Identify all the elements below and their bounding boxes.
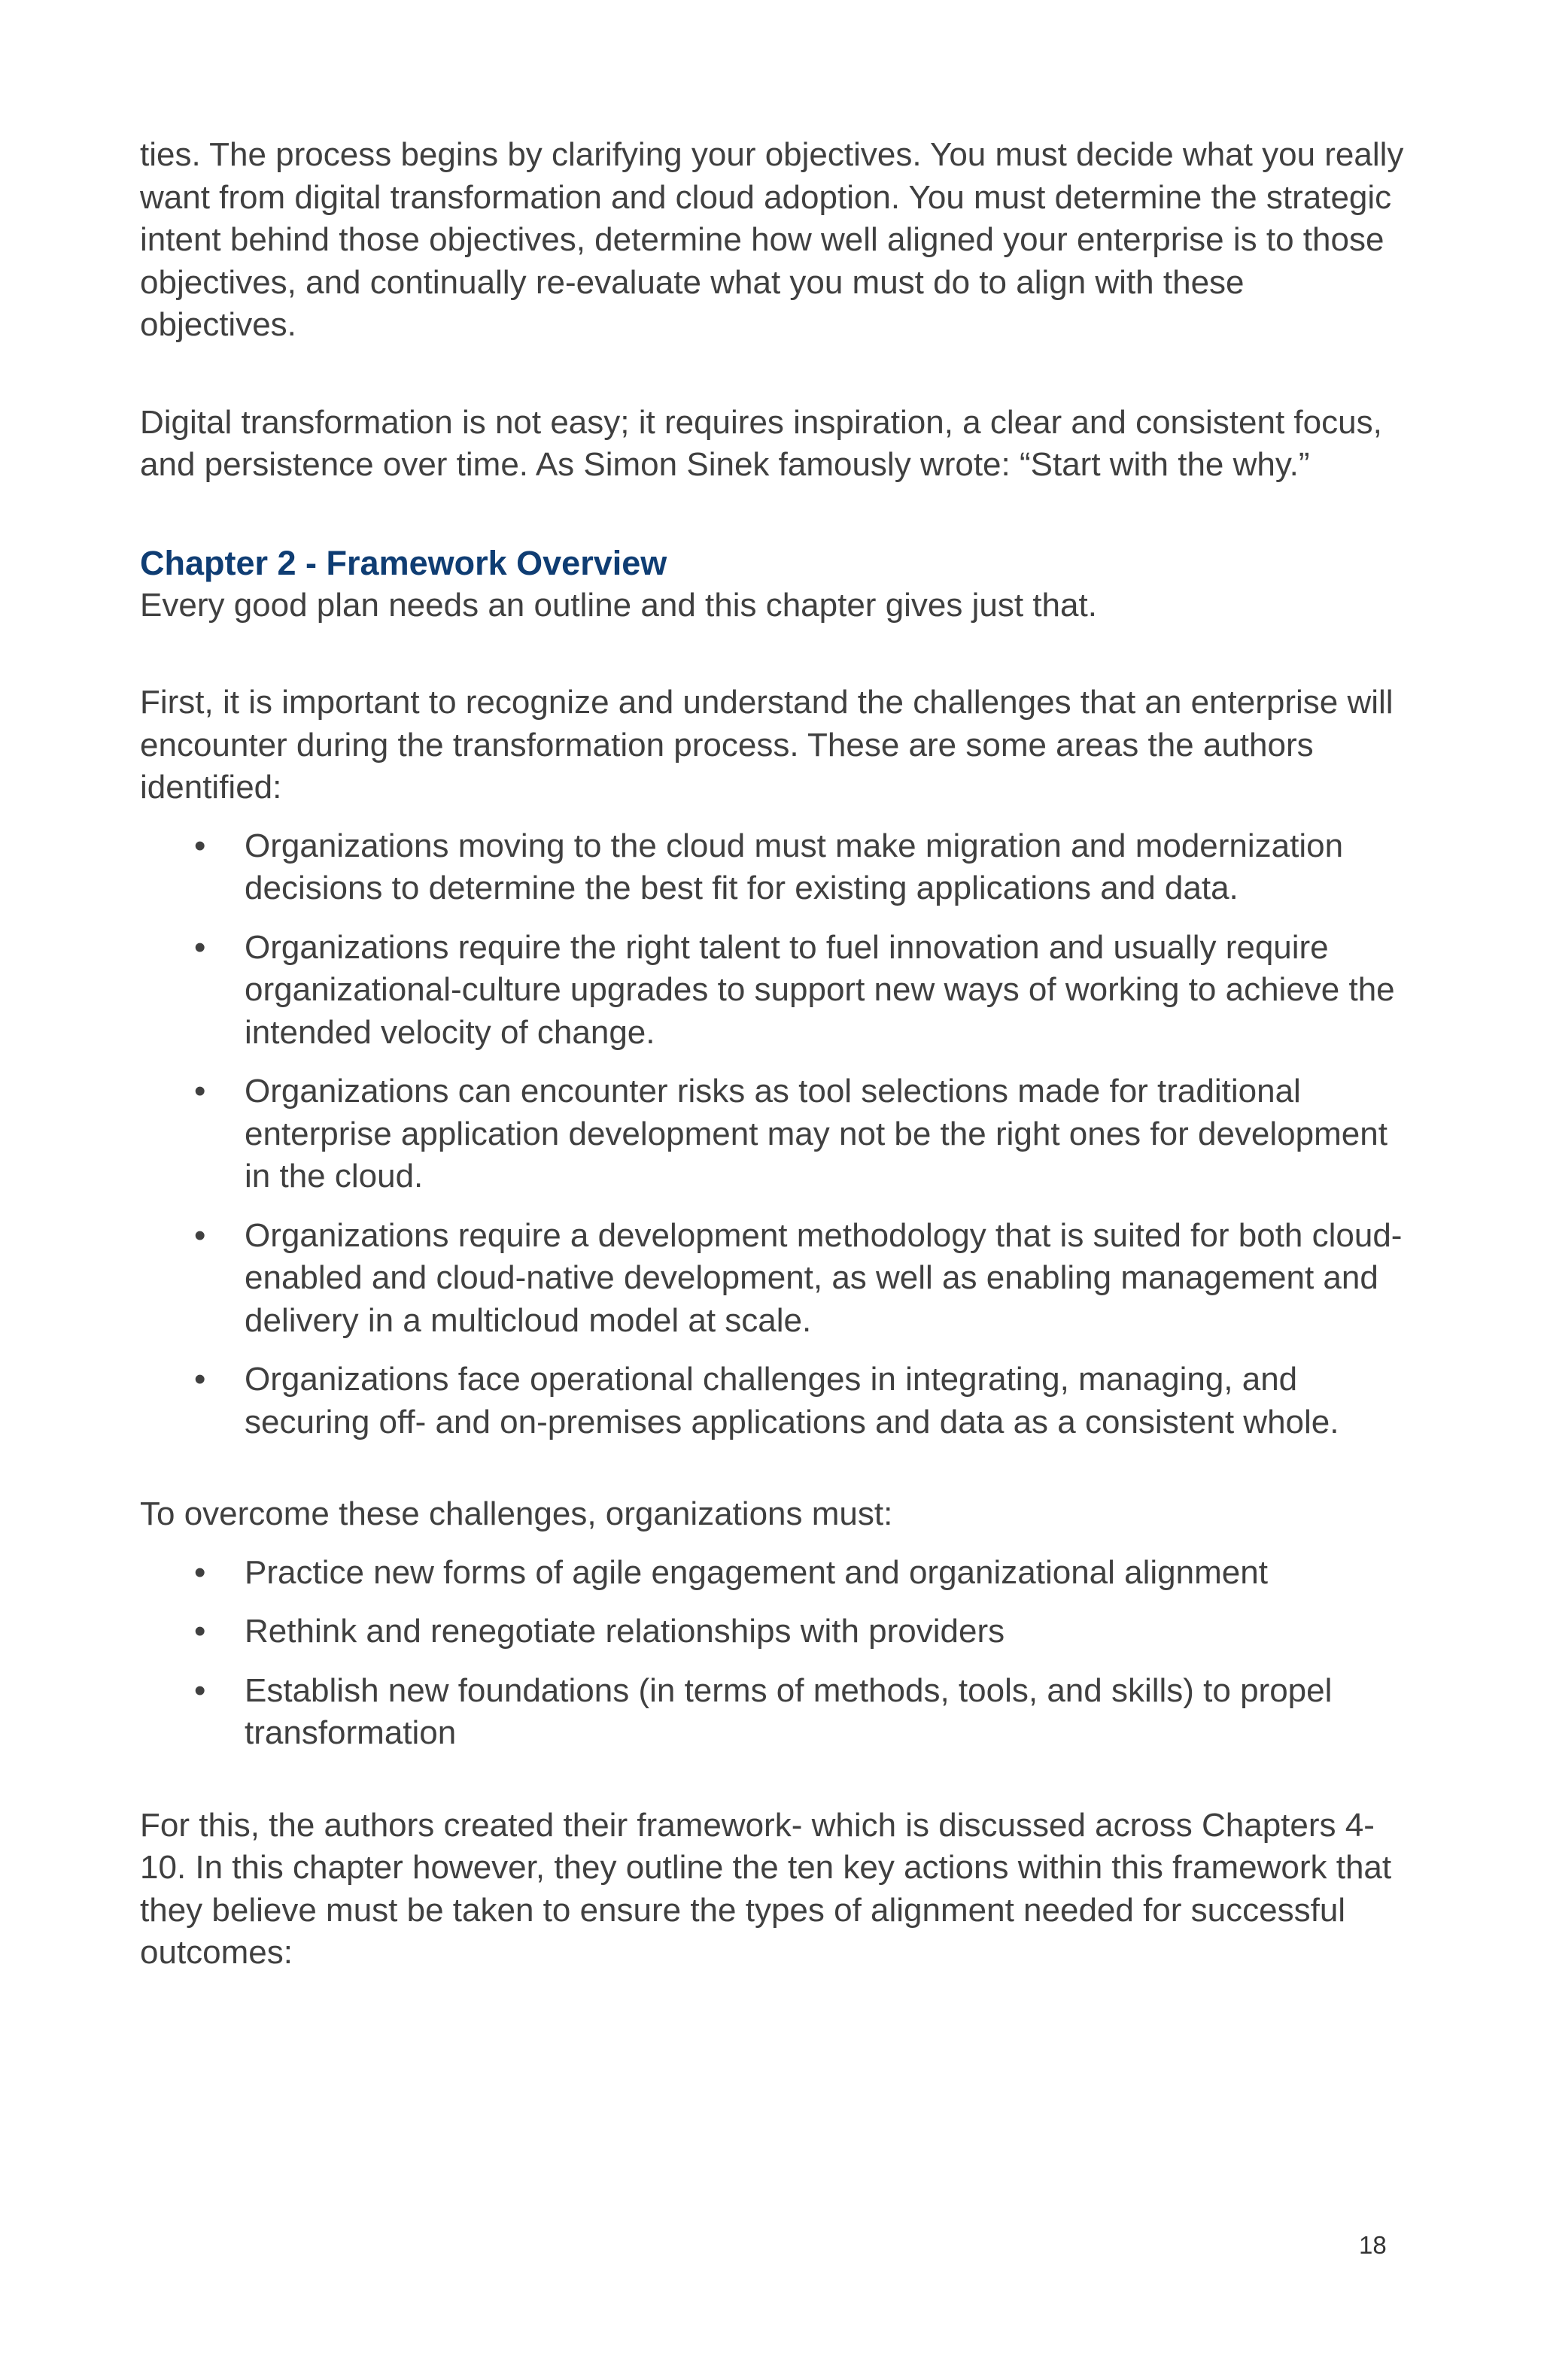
list-item-text: Establish new foundations (in terms of methods, tools, and skills) to propel transformation xyxy=(245,1671,1333,1751)
list-item xyxy=(140,1670,1404,1755)
list-item-text: Organizations moving to the cloud must make migration and modernization decisions to determine the best fit for existing applications and data. xyxy=(245,827,1344,906)
list-item xyxy=(140,1215,1404,1343)
list-item-text: Practice new forms of agile engagement and organizational alignment xyxy=(245,1553,1268,1591)
bullet-icon: • xyxy=(194,1671,206,1709)
bullet-icon: • xyxy=(194,1361,206,1398)
bullet-icon: • xyxy=(194,928,206,966)
bullet-icon: • xyxy=(194,1073,206,1110)
list-item xyxy=(140,825,1404,910)
list-item-text: Organizations can encounter risks as tool selections made for traditional enterprise application development may not be the right ones for development in the cloud. xyxy=(245,1073,1388,1195)
list-item xyxy=(140,1610,1404,1653)
challenges-list xyxy=(140,825,1404,1444)
chapter-heading: Chapter 2 - Framework Overview xyxy=(140,543,667,582)
bullet-icon: • xyxy=(194,1613,206,1650)
bullet-icon: • xyxy=(194,1216,206,1254)
closing-paragraph: For this, the authors created their framework- which is discussed across Chapters 4-10. In this chapter however, they outline the ten key actions within this framework that they believe must be taken to ensure the types of alignment needed for successful outcomes: xyxy=(140,1806,1392,1971)
bullet-icon: • xyxy=(194,1553,206,1591)
overcome-intro: To overcome these challenges, organizations must: xyxy=(140,1495,893,1532)
list-item-text: Organizations face operational challenges in integrating, managing, and securing off- and on-premises applications and data as a consistent whole. xyxy=(245,1361,1339,1440)
page-number: 18 xyxy=(1359,2231,1387,2259)
list-item xyxy=(140,1070,1404,1198)
chapter-section xyxy=(140,542,1404,627)
chapter-intro: Every good plan needs an outline and this chapter gives just that. xyxy=(140,586,1097,624)
paragraph-objectives: ties. The process begins by clarifying your objectives. You must decide what you really want from digital transformation and cloud adoption. You must determine the strategic intent behind those objectives, determine how well aligned your enterprise is to those objectives, and continually re-evaluate what you must do to align with these objectives. xyxy=(140,136,1404,343)
actions-list xyxy=(140,1552,1404,1755)
challenges-intro: First, it is important to recognize and understand the challenges that an enterprise will encounter during the transformation process. These are some areas the authors identified: xyxy=(140,684,1394,806)
list-item xyxy=(140,1552,1404,1595)
list-item-text: Organizations require a development methodology that is suited for both cloud-enabled and cloud-native development, as well as enabling management and delivery in a multicloud model at scale. xyxy=(245,1216,1403,1339)
list-item xyxy=(140,1358,1404,1443)
list-item-text: Organizations require the right talent to fuel innovation and usually require organizational-culture upgrades to support new ways of working to achieve the intended velocity of change. xyxy=(245,928,1395,1051)
paragraph-digital-transformation: Digital transformation is not easy; it requires inspiration, a clear and consistent focus, and persistence over time. As Simon Sinek famously wrote: “Start with the why.” xyxy=(140,403,1382,483)
bullet-icon: • xyxy=(194,827,206,864)
page-content xyxy=(140,134,1404,1975)
list-item-text: Rethink and renegotiate relationships with providers xyxy=(245,1613,1005,1650)
list-item xyxy=(140,927,1404,1055)
